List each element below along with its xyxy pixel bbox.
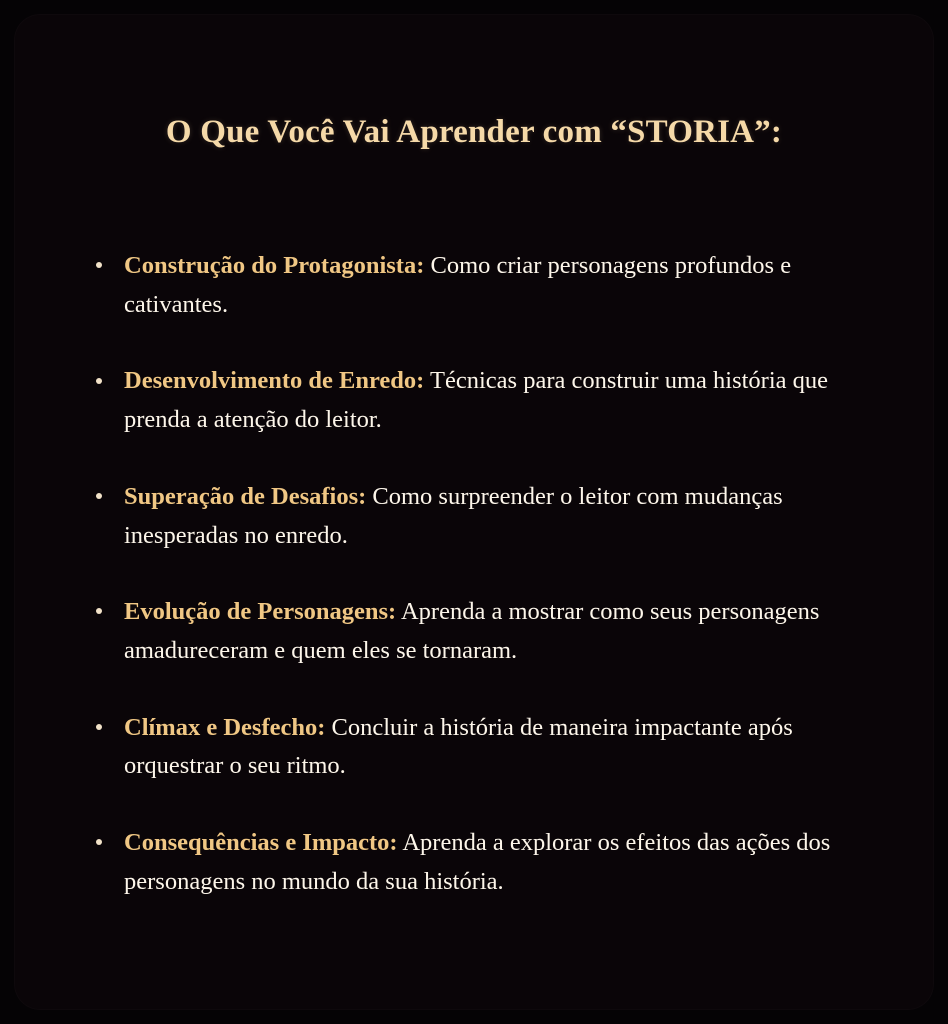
list-item bbox=[86, 593, 874, 670]
list-item-lead: Desenvolvimento de Enredo: bbox=[124, 367, 425, 395]
bullet-icon bbox=[96, 378, 102, 384]
list-item bbox=[86, 824, 874, 901]
list-item-lead: Clímax e Desfecho: bbox=[124, 713, 326, 741]
list-item-lead: Construção do Protagonista: bbox=[124, 252, 425, 279]
list-item-text: Concluir a história de maneira impactante após orquestrar o seu ritmo. bbox=[124, 713, 793, 780]
list-item-text: Como surpreender o leitor com mudanças inesperadas no enredo. bbox=[124, 482, 783, 549]
bullet-icon bbox=[96, 493, 102, 499]
content-frame bbox=[14, 14, 934, 1010]
list-item-text: Aprenda a explorar os efeitos das ações dos personagens no mundo da sua história. bbox=[124, 829, 831, 895]
bullet-icon bbox=[96, 839, 102, 845]
bullet-icon bbox=[96, 724, 102, 730]
list-item bbox=[86, 362, 874, 439]
list-item bbox=[86, 247, 874, 324]
list-item-lead: Consequências e Impacto: bbox=[124, 829, 398, 857]
list-item-text: Técnicas para construir uma história que prenda a atenção do leitor. bbox=[124, 367, 828, 434]
list-item-text: Como criar personagens profundos e cativantes. bbox=[124, 252, 792, 318]
list-item-lead: Evolução de Personagens: bbox=[124, 598, 397, 626]
list-item-lead: Superação de Desafios: bbox=[124, 482, 367, 510]
bullet-icon bbox=[96, 608, 102, 614]
learning-points-list bbox=[14, 247, 934, 901]
list-item-text: Aprenda a mostrar como seus personagens amadureceram e quem eles se tornaram. bbox=[124, 598, 820, 664]
page-title: O Que Você Vai Aprender com “STORIA”: bbox=[165, 114, 783, 150]
list-item bbox=[86, 709, 874, 786]
list-item bbox=[86, 478, 874, 555]
bullet-icon bbox=[96, 262, 102, 268]
